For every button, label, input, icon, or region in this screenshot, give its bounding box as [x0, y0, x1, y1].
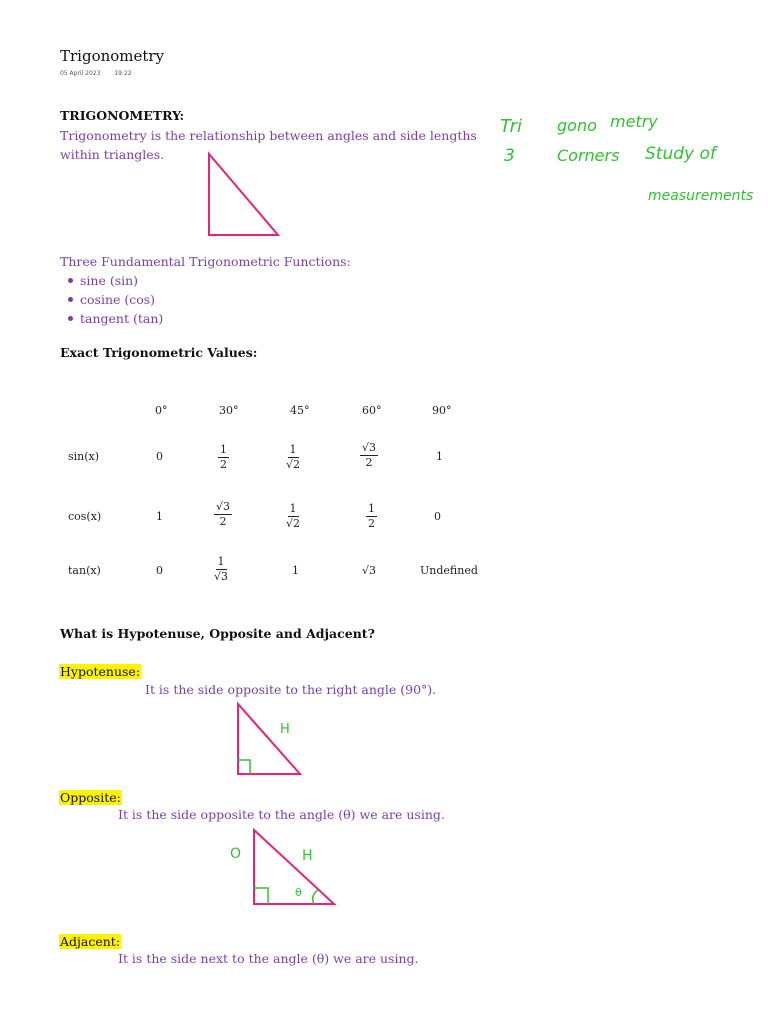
handwriting-three: 3 — [504, 146, 515, 166]
intro-line-2: within triangles. — [60, 147, 165, 162]
opposite-label: Opposite: — [60, 790, 121, 805]
table-cell: √3 — [362, 564, 377, 577]
functions-heading: Three Fundamental Trigonometric Functions: — [60, 254, 351, 269]
adjacent-label-wrap — [59, 931, 121, 950]
theta-mark: θ — [295, 886, 302, 899]
opposite-mark-o: O — [230, 846, 242, 862]
handwriting-measurements: measurements — [648, 188, 754, 204]
opposite-triangle — [248, 826, 340, 910]
angle-header: 30° — [219, 404, 239, 417]
opposite-text: It is the side opposite to the angle (θ) we are using. — [118, 807, 445, 822]
list-item: sine (sin) — [58, 271, 163, 290]
hypotenuse-label-wrap — [59, 661, 141, 680]
hoa-heading: What is Hypotenuse, Opposite and Adjacent? — [60, 626, 375, 641]
angle-header: 90° — [432, 404, 452, 417]
angle-header: 45° — [290, 404, 310, 417]
adjacent-text: It is the side next to the angle (θ) we are using. — [118, 951, 419, 966]
hypotenuse-mark: H — [280, 722, 290, 737]
row-label-sin: sin(x) — [68, 450, 100, 463]
table-cell: 1 — [156, 510, 163, 523]
page-time: 19:22 — [114, 70, 132, 77]
table-cell: 1 — [436, 450, 443, 463]
page-meta — [60, 70, 144, 77]
hypotenuse-text: It is the side opposite to the right angle (90°). — [145, 682, 437, 697]
adjacent-label: Adjacent: — [60, 934, 121, 949]
table-cell: $\frac{1}{2}$ — [220, 443, 227, 471]
list-item: cosine (cos) — [58, 290, 163, 309]
handwriting-study-of: Study of — [645, 144, 716, 164]
hypotenuse-label: Hypotenuse: — [60, 664, 141, 679]
row-label-cos: cos(x) — [68, 510, 102, 523]
page-title: Trigonometry — [60, 47, 165, 65]
exact-values-heading: Exact Trigonometric Values: — [60, 345, 258, 360]
intro-heading: TRIGONOMETRY: — [60, 108, 185, 123]
table-cell: 1 — [292, 564, 299, 577]
angle-header: 0° — [155, 404, 168, 417]
triangle-illustration — [200, 148, 285, 240]
row-label-tan: tan(x) — [68, 564, 101, 577]
intro-line-1: Trigonometry is the relationship between angles and side lengths — [60, 128, 477, 143]
handwriting-metry: metry — [610, 112, 658, 131]
functions-list — [58, 271, 163, 328]
hypotenuse-triangle — [232, 700, 307, 780]
page-date: 05 April 2023 — [60, 70, 101, 77]
handwriting-gono: gono — [557, 116, 597, 135]
handwriting-tri: Tri — [500, 116, 522, 137]
table-cell: $\frac{1}{√2}$ — [286, 443, 301, 471]
opposite-label-wrap — [59, 787, 122, 806]
table-cell: 0 — [156, 450, 163, 463]
table-cell: $\frac{√3}{2}$ — [362, 441, 377, 469]
table-cell: $\frac{√3}{2}$ — [216, 500, 231, 528]
handwriting-corners: Corners — [557, 146, 620, 165]
table-cell: $\frac{1}{2}$ — [368, 502, 375, 530]
table-cell: 0 — [156, 564, 163, 577]
table-cell: $\frac{1}{√2}$ — [286, 502, 301, 530]
angle-header: 60° — [362, 404, 382, 417]
table-cell: $\frac{1}{√3}$ — [214, 555, 229, 583]
table-cell: Undefined — [420, 564, 478, 577]
table-cell: 0 — [434, 510, 441, 523]
list-item: tangent (tan) — [58, 309, 163, 328]
opposite-mark-h: H — [302, 848, 313, 864]
